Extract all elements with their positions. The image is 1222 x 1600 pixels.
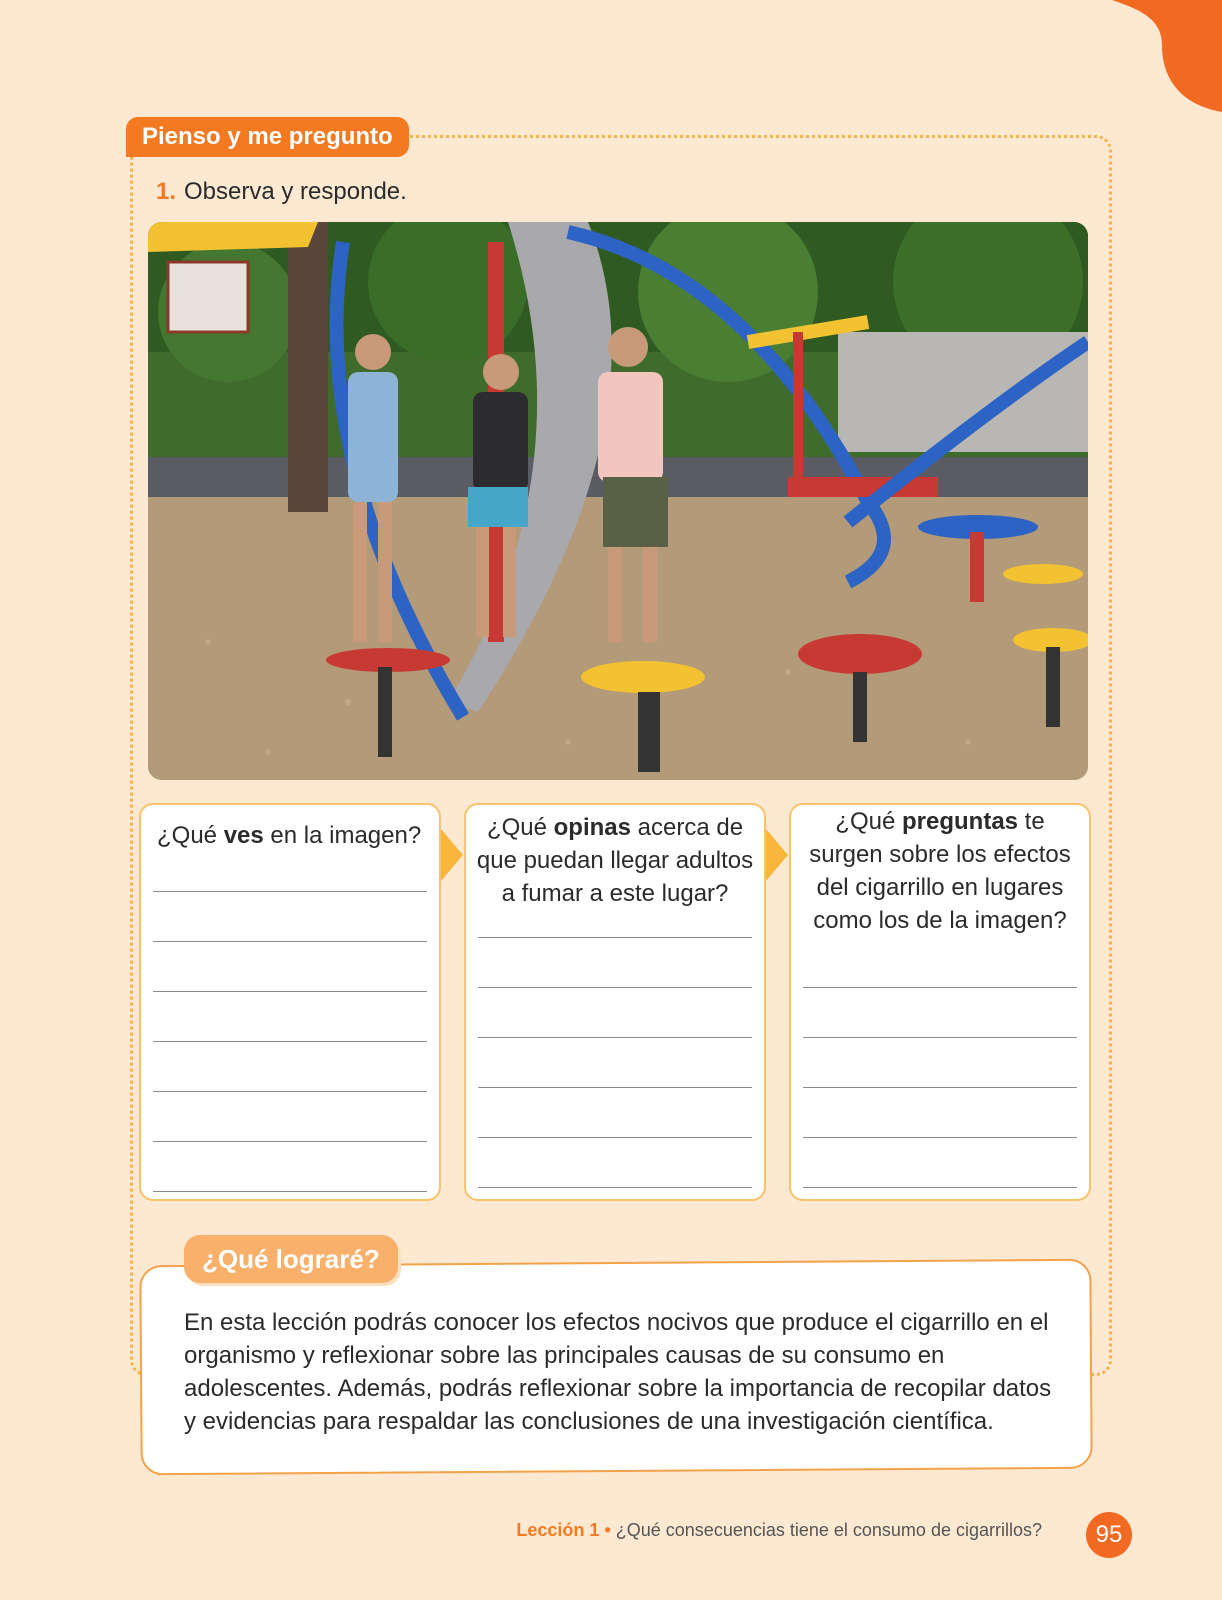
corner-decoration: [1102, 0, 1222, 115]
question-see: [141, 805, 439, 852]
answer-line[interactable]: [478, 1137, 752, 1138]
question-box-opinion: [464, 803, 766, 1201]
page-number: 95: [1086, 1512, 1132, 1558]
playground-photo: [148, 222, 1088, 780]
question-text: te surgen sobre los efectos del cigarrillo en lugares como los de la imagen?: [809, 808, 1071, 934]
lesson-label: Lección 1: [516, 1520, 600, 1540]
answer-line[interactable]: [153, 1191, 427, 1192]
arrow-right-icon: [766, 829, 788, 881]
answer-line[interactable]: [153, 991, 427, 992]
question-box-questions: [789, 803, 1091, 1201]
answer-line[interactable]: [803, 987, 1077, 988]
answer-line[interactable]: [153, 1091, 427, 1092]
arrow-right-icon: [441, 829, 463, 881]
goal-title: ¿Qué lograré?: [184, 1235, 398, 1283]
footer-separator: •: [604, 1520, 611, 1540]
exercise-instruction: [156, 178, 407, 206]
answer-line[interactable]: [153, 1041, 427, 1042]
question-text: ¿Qué: [157, 822, 224, 849]
question-text: ¿Qué: [486, 814, 554, 841]
question-text: acerca de que puedan llegar adultos a fumar a este lugar?: [476, 814, 754, 907]
exercise-number: 1.: [156, 178, 177, 205]
answer-line[interactable]: [803, 1037, 1077, 1038]
question-keyword: ves: [223, 822, 264, 849]
section-title: Pienso y me pregunto: [126, 117, 409, 157]
question-keyword: opinas: [553, 814, 631, 841]
exercise-text: Observa y responde.: [184, 178, 407, 205]
question-text: en la imagen?: [263, 822, 422, 849]
goal-text: En esta lección podrás conocer los efectos nocivos que produce el cigarrillo en el organismo y reflexionar sobre las principales causas de su consumo en adolescentes. Además, podrás reflexionar sobre la importancia de recopilar datos y evidencias para respaldar las conclusiones de una investigación científica.: [184, 1309, 1052, 1435]
answer-line[interactable]: [478, 1037, 752, 1038]
answer-line[interactable]: [478, 1087, 752, 1088]
question-box-see: [139, 803, 441, 1201]
lesson-title: ¿Qué consecuencias tiene el consumo de cigarrillos?: [615, 1520, 1042, 1540]
page-footer: [516, 1520, 1042, 1541]
answer-line[interactable]: [803, 1187, 1077, 1188]
answer-line[interactable]: [803, 1137, 1077, 1138]
question-opinion: [466, 805, 764, 910]
answer-line[interactable]: [803, 1087, 1077, 1088]
answer-line[interactable]: [478, 987, 752, 988]
answer-line[interactable]: [153, 891, 427, 892]
answer-line[interactable]: [153, 941, 427, 942]
question-keyword: preguntas: [902, 808, 1019, 835]
question-text: ¿Qué: [835, 808, 902, 835]
answer-line[interactable]: [478, 937, 752, 938]
answer-line[interactable]: [153, 1141, 427, 1142]
question-questions: [791, 805, 1089, 937]
answer-line[interactable]: [478, 1187, 752, 1188]
